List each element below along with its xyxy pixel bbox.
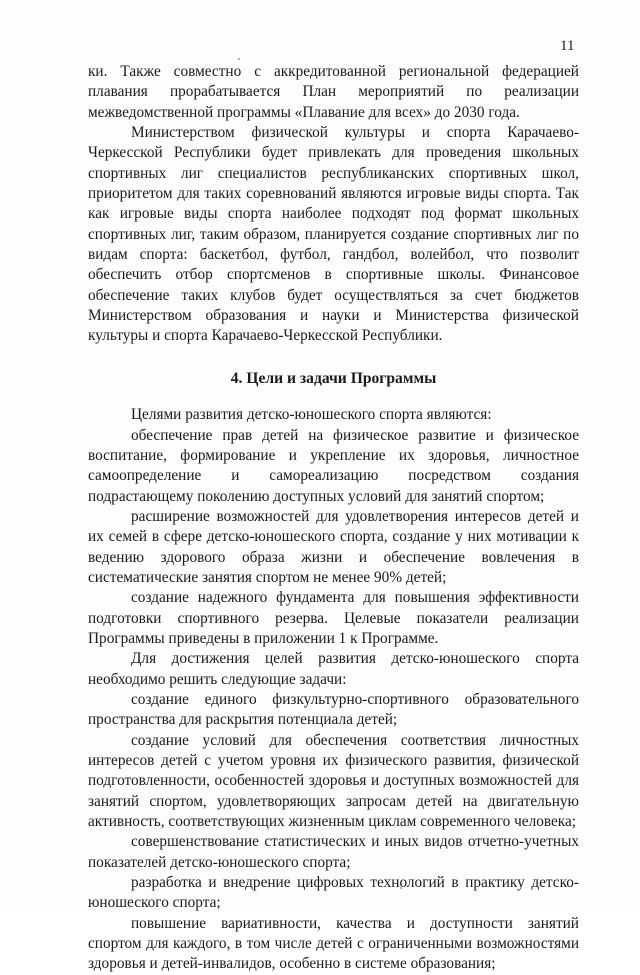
list-item: повышение вариативности, качества и доступности занятий спортом для каждого, в том числе детей с ограниченными возможностями здоровья и детей-инвалидов, особенно в системе образования; xyxy=(88,914,579,973)
paragraph: Министерством физической культуры и спорта Карачаево-Черкесской Республики будет привлекать для проведения школьных спортивных лиг специалистов республиканских спортивных школ, приоритетом для таких соревнований являются игровые виды спорта. Так как игровые виды спорта наиболее подходят под формат школьных спортивных лиг, таким образом, планируется создание спортивных лиг по видам спорта: баскетбол, футбол, гандбол, волейбол, что позволит обеспечить отбор спортсменов в спортивные школы. Финансовое обеспечение таких клубов будет осуществляться за счет бюджетов Министерством образования и науки и Министерства физической культуры и спорта Карачаево-Черкесской Республики. xyxy=(88,124,579,345)
list-item: создание надежного фундамента для повышения эффективности подготовки спортивного резерва. Целевые показатели реализации Программы приведены в приложении 1 к Программе. xyxy=(88,589,579,647)
paragraph: Для достижения целей развития детско-юношеского спорта необходимо решить следующие задачи: xyxy=(88,650,579,688)
document-body xyxy=(88,62,579,975)
list-item: создание условий для обеспечения соответствия личностных интересов детей с учетом уровня их физического развития, физической подготовленности, особенностей здоровья и доступных возможностей для занятий спортом, удовлетворяющих запросам детей на двигательную активность, соответствующих жизненным циклам современного человека; xyxy=(88,731,579,831)
list-item: создание единого физкультурно-спортивного образовательного пространства для раскрытия потенциала детей; xyxy=(88,690,579,729)
section-heading: 4. Цели и задачи Программы xyxy=(230,369,437,387)
list-item: разработка и внедрение цифровых технологий в практику детско-юношеского спорта; xyxy=(88,874,579,912)
scan-speck xyxy=(238,58,240,60)
paragraph: Целями развития детско-юношеского спорта являются: xyxy=(131,406,492,424)
list-item: совершенствование статистических и иных видов отчетно-учетных показателей детско-юношеского спорта; xyxy=(88,833,579,871)
list-item: расширение возможностей для удовлетворения интересов детей и их семей в сфере детско-юношеского спорта, создание у них мотивации к ведению здорового образа жизни и обеспечение вовлечения в систематические занятия спортом не менее 90% детей; xyxy=(88,507,579,586)
list-item: обеспечение прав детей на физическое развитие и физическое воспитание, формирование и укрепление их здоровья, личностное самоопределение и самореализацию посредством создания подрастающему поколению доступных условий для занятий спортом; xyxy=(88,426,579,505)
paragraph: ки. Также совместно с аккредитованной региональной федерацией плавания прорабатывается План мероприятий по реализации межведомственной программы «Плавание для всех» до 2030 года. xyxy=(88,63,579,121)
page-number: 11 xyxy=(560,38,575,54)
